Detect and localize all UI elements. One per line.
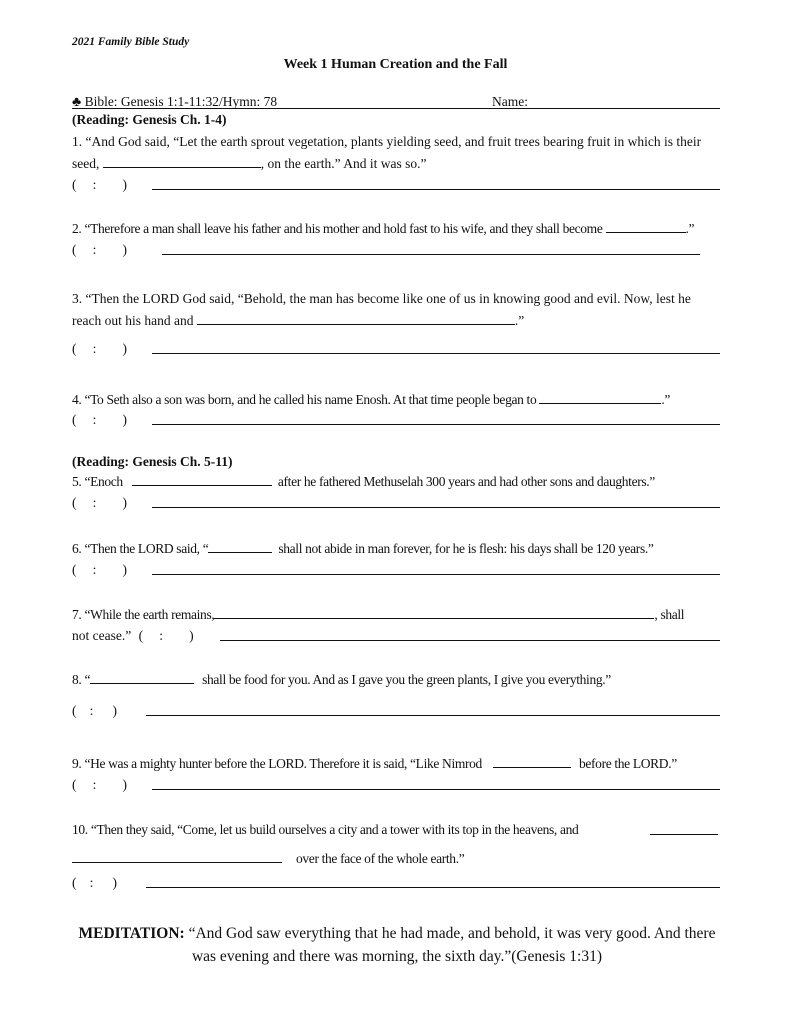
reading-section-1: (Reading: Genesis Ch. 1-4): [72, 112, 227, 127]
question-6: 6. “Then the LORD said, “ shall not abide in man forever, for he is flesh: his days shall be 120 years.”: [72, 541, 654, 556]
question-5: 5. “Enoch after he fathered Methuselah 300 years and had other sons and daughters.”: [72, 474, 655, 489]
answer-blank[interactable]: [650, 834, 718, 835]
verse-answer-line[interactable]: [220, 640, 720, 641]
verse-answer-line[interactable]: [152, 507, 720, 508]
answer-blank[interactable]: [214, 605, 654, 619]
bible-reference-text: Bible: Genesis 1:1-11:32/Hymn: 78: [84, 94, 278, 109]
question-2: 2. “Therefore a man shall leave his father and his mother and hold fast to his wife, and they shall become .”: [72, 221, 695, 236]
answer-blank[interactable]: [132, 472, 272, 486]
verse-answer-line[interactable]: [152, 789, 720, 790]
verse-answer-line[interactable]: [146, 887, 720, 888]
verse-reference: not cease.” ( : ): [72, 628, 194, 643]
page-title: Week 1 Human Creation and the Fall: [283, 57, 508, 72]
verse-reference: ( : ): [72, 177, 127, 192]
verse-answer-line[interactable]: [162, 254, 700, 255]
answer-blank[interactable]: [493, 754, 571, 768]
question-7: 7. “While the earth remains, , shall: [72, 607, 685, 622]
verse-answer-line[interactable]: [152, 353, 720, 354]
verse-reference: ( : ): [72, 495, 127, 510]
question-4: 4. “To Seth also a son was born, and he called his name Enosh. At that time people began to .”: [72, 392, 671, 407]
question-1: 1. “And God said, “Let the earth sprout vegetation, plants yielding seed, and fruit trees bearing fruit in which is their seed, , on the earth.” And it was so.”: [72, 134, 702, 171]
verse-answer-line[interactable]: [146, 715, 720, 716]
club-icon: ♣: [72, 95, 82, 110]
verse-answer-line[interactable]: [152, 424, 720, 425]
question-10: 10. “Then they said, “Come, let us build ourselves a city and a tower with its top in the heavens, and: [72, 822, 579, 837]
verse-reference: ( : ): [72, 242, 127, 257]
meditation-text: “And God saw everything that he had made, and behold, it was very good. And there was evening and there was morning, the sixth day.”(Genesis 1:31): [184, 925, 716, 965]
verse-answer-line[interactable]: [152, 189, 720, 190]
answer-blank[interactable]: [606, 219, 686, 233]
bible-line-underline: [72, 108, 720, 109]
verse-reference: ( : ): [72, 875, 117, 890]
reading-section-2: (Reading: Genesis Ch. 5-11): [72, 454, 233, 469]
meditation-block: [72, 922, 722, 968]
answer-blank[interactable]: [539, 390, 661, 404]
answer-blank[interactable]: [208, 539, 272, 553]
verse-reference: ( : ): [72, 703, 117, 718]
series-label: 2021 Family Bible Study: [72, 36, 190, 48]
question-8: 8. “ shall be food for you. And as I gave you the green plants, I give you everything.”: [72, 672, 611, 687]
question-9: 9. “He was a mighty hunter before the LORD. Therefore it is said, “Like Nimrod before the LORD.”: [72, 756, 677, 771]
answer-blank[interactable]: [72, 862, 282, 863]
verse-reference: ( : ): [72, 341, 127, 356]
verse-reference: ( : ): [72, 777, 127, 792]
answer-blank[interactable]: [90, 670, 194, 684]
verse-reference: ( : ): [72, 412, 127, 427]
meditation-label: MEDITATION:: [78, 925, 185, 942]
answer-blank[interactable]: [197, 311, 515, 325]
question-10-continuation: over the face of the whole earth.”: [296, 851, 465, 866]
name-label: Name:: [492, 94, 528, 109]
answer-blank[interactable]: [103, 154, 261, 168]
question-3: 3. “Then the LORD God said, “Behold, the man has become like one of us in knowing good and evil. Now, lest he reach out his hand and .”: [72, 291, 691, 328]
verse-answer-line[interactable]: [152, 574, 720, 575]
verse-reference: ( : ): [72, 562, 127, 577]
